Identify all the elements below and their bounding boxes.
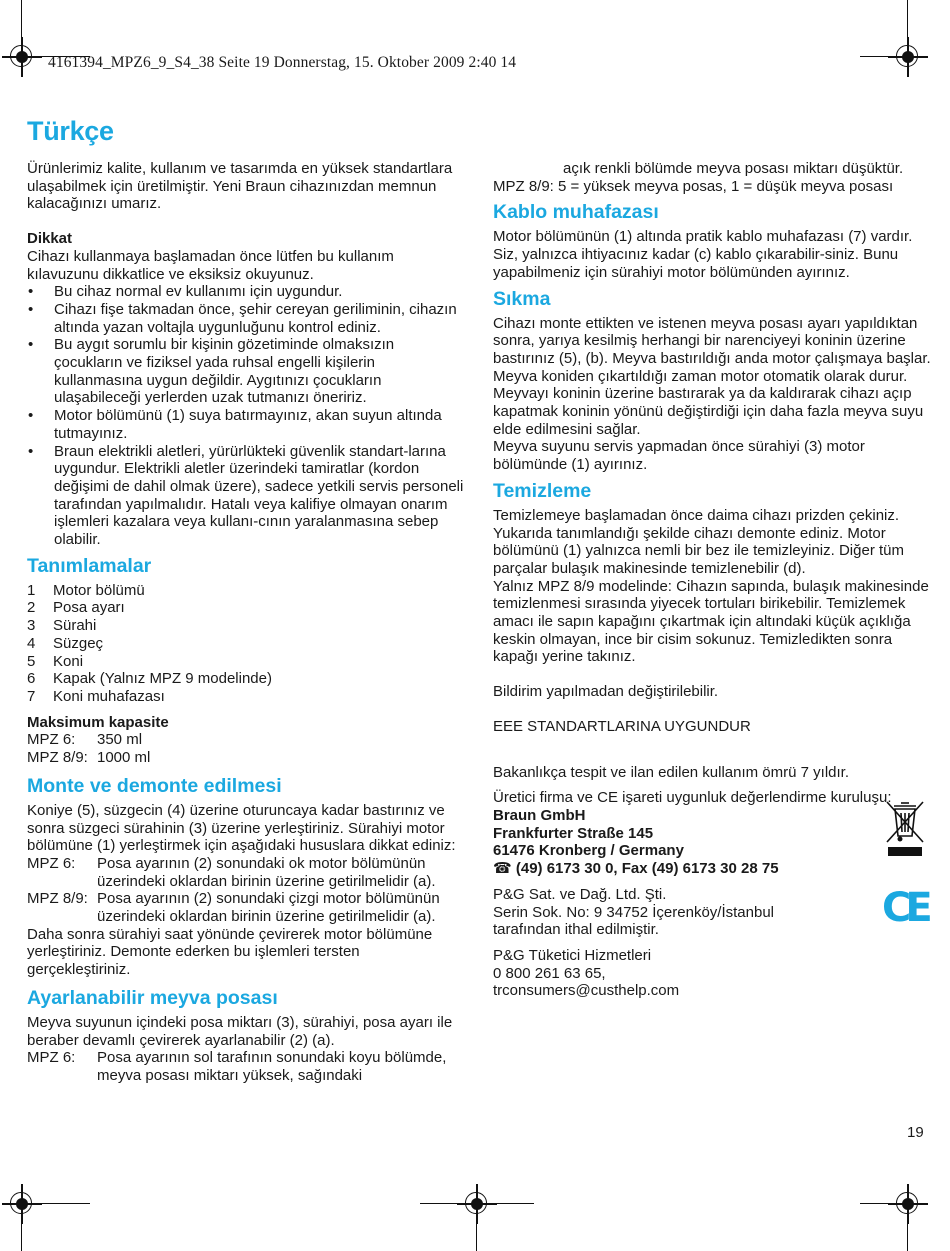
crop-line [40,1203,90,1204]
safety-bullet: • Braun elektrikli aletleri, yürürlükteki güvenlik standart-larına uygundur. Elektrikli aletler üzerindeki tamiratlar (kordon değişimi de dahil olmak üzere), sadece yetkili servis personeli tarafından yapılmalıdır. Hatalı veya kalifiye olmayan onarım işlemleri kazalara veya kullanı-cının yaralanmasına sebep olabilir. [27,443,465,549]
part-number: 5 [27,652,36,670]
part-number: 7 [27,687,36,705]
crop-line [476,1224,477,1251]
part-label: Sürahi [53,617,97,635]
monte-paragraph: Koniye (5), süzgecin (4) üzerine oturuncaya kadar bastırınız ve sonra süzgeci sürahinin (3) üzerine yerleştiriniz. Sürahiyi motor bölümüne (1) yerleştirmek için aşağıdaki hususlara dikkat ediniz: [27,801,456,855]
list-item [27,599,465,617]
crossed-out-wheelie-bin-icon [884,800,926,858]
part-label: Koni [53,652,84,670]
safety-bullet: • Motor bölümünü (1) suya batırmayınız, akan suyun altında tutmayınız. [27,407,465,442]
temizleme-paragraph: Temizlemeye başlamadan önce daima cihazı prizden çekiniz. Yukarıda tanımlandığı şekilde cihazı demonte ediniz. Motor bölümünü (1) yalnızca nemli bir bez ile temizleyiniz. Diğer tüm parçalar bulaşık makinesinde temizlenebilir (d). [493,506,904,577]
left-column [27,160,465,1085]
safety-bullet: • Bu cihaz normal ev kullanımı için uygundur. [27,283,465,301]
sikma-paragraph: Cihazı monte ettikten ve istenen meyva posası ayarı yapıldıktan sonra, yarıya kesilmiş herhangi bir narenciyeyi koninin üzerine bastırınız (5), (b). Meyva bastırıldığı anda motor çalışmaya başlar. Meyva koniden çıkartıldığı zaman motor otomatik olarak durur. Meyvayı koninin üzerine bastırarak ya da kaldırarak cihazı açıp kapatmak koninin yönünü değiştirdiği için daha fazla meyva suyu elde edilmesini sağlar. [493,314,931,438]
parts-list [27,582,465,706]
model-label: MPZ 6: [27,731,76,749]
posa-mpz89-line: MPZ 8/9: 5 = yüksek meyva posas, 1 = düşük meyva posası [493,177,894,195]
list-item [27,653,465,671]
dikkat-heading: Dikkat [27,230,73,248]
safety-bullet: • Cihazı fişe takmadan önce, şehir cereyan geriliminin, cihazın altında yazan voltajla uygunluğunu kontrol ediniz. [27,301,465,336]
part-label: Motor bölümü [53,581,145,599]
posa-mpz6-text: Posa ayarının sol tarafının sonundaki koyu bölümde, meyva posası miktarı yüksek, sağındaki [97,1049,447,1084]
crop-line [860,56,888,57]
part-number: 2 [27,599,36,617]
consumer-service-email: trconsumers@custhelp.com [493,982,680,1000]
safety-bullet: • Bu aygıt sorumlu bir kişinin gözetiminde olmaksızın çocukların ve fiziksel yada ruhsal engelli kişilerin kullanmasına uygun değildir. Aygıtınızı çocukların ulaşabileceği yerlerden uzak tutmanızı öneririz. [27,336,465,407]
registration-mark-bottom-left [2,1184,42,1224]
kapasite-row [27,731,465,749]
company-phone: ☎ (49) 6173 30 0, Fax (49) 6173 30 28 75 [493,860,779,878]
crop-line [907,0,908,37]
posa-paragraph: Meyva suyunun içindeki posa miktarı (3), sürahiyi, posa ayarı ile beraber devamlı çevirerek ayarlanabilir (2) (a). [27,1013,453,1049]
model-label: MPZ 6: [27,1049,76,1067]
list-item [27,688,465,706]
consumer-service-title: P&G Tüketici Hizmetleri [493,946,652,964]
lifetime-text: Bakanlıkça tespit ve ilan edilen kullanım ömrü 7 yıldır. [493,763,850,781]
part-label: Kapak (Yalnız MPZ 9 modelinde) [53,670,272,688]
model-label: MPZ 8/9: [27,890,88,908]
kapasite-row [27,749,465,767]
importer-address: Serin Sok. No: 9 34752 İçerenköy/İstanbul [493,903,775,921]
kapasite-heading: Maksimum kapasite [27,713,169,731]
monte-item [27,890,465,925]
section-heading-posa: Ayarlanabilir meyva posası [27,986,278,1009]
registration-mark-top-right [888,37,928,77]
part-number: 1 [27,581,36,599]
part-label: Süzgeç [53,634,104,652]
crop-line [860,1203,888,1204]
list-item [27,617,465,635]
importer-name: P&G Sat. ve Dağ. Ltd. Şti. [493,885,667,903]
crop-line [21,0,22,37]
capacity-value: 350 ml [97,731,143,749]
company-city: 61476 Kronberg / Germany [493,842,684,860]
crop-line [497,1203,534,1204]
company-street: Frankfurter Straße 145 [493,824,654,842]
monte-item-text: Posa ayarının (2) sonundaki ok motor bölümünün üzerindeki oklardan birinin üzerine getirilmelidir (a). [97,854,436,890]
part-label: Posa ayarı [53,599,125,617]
crop-line [420,1203,457,1204]
capacity-value: 1000 ml [97,749,151,767]
list-item [27,670,465,688]
page-number: 19 [907,1124,924,1141]
part-number: 6 [27,670,36,688]
monte-paragraph: Daha sonra sürahiyi saat yönünde çevirerek motor bölümüne yerleştiriniz. Demonte ederken bu işlemleri tersten gerçekleştiriniz. [27,925,433,979]
model-label: MPZ 8/9: [27,749,88,767]
intro-paragraph: Ürünlerimiz kalite, kullanım ve tasarımda en yüksek standartlara ulaşabilmek için üretilmiştir. Yeni Braun cihazınızdan memnun kalacağınızı umarız. [27,160,453,213]
importer-note: tarafından ithal edilmiştir. [493,921,659,939]
section-heading-kablo: Kablo muhafazası [493,201,659,224]
eee-compliance-text: EEE STANDARTLARINA UYGUNDUR [493,717,751,735]
kablo-paragraph: Motor bölümünün (1) altında pratik kablo muhafazası (7) vardır. Siz, yalnızca ihtiyacınız kadar (c) kablo çıkarabilir-siniz. Bunu yapabilmeniz için sürahiyi motor bölümünden ayırınız. [493,228,913,281]
monte-item [27,855,465,890]
company-name: Braun GmbH [493,806,586,824]
registration-mark-top-left [2,37,42,77]
sikma-paragraph: Meyva suyunu servis yapmadan önce sürahiyi (3) motor bölümünde (1) ayırınız. [493,438,865,474]
list-item [27,582,465,600]
crop-line [21,1224,22,1251]
consumer-service-phone: 0 800 261 63 65, [493,964,606,982]
registration-mark-bottom-right [888,1184,928,1224]
right-column [493,160,933,1000]
section-heading-tanimlamalar: Tanımlamalar [27,554,152,577]
monte-item-text: Posa ayarının (2) sonundaki çizgi motor bölümünün üzerindeki oklardan birinin üzerine getirilmelidir (a). [97,890,440,926]
notice-text: Bildirim yapılmadan değiştirilebilir. [493,683,719,701]
crop-line [907,1224,908,1251]
temizleme-paragraph: Yalnız MPZ 8/9 modelinde: Cihazın sapında, bulaşık makinesinde temizlenmesi sırasında yiyecek tortuları birikebilir. Temizlemek amacı ile sapın kapağını çıkartmak için altındaki küçük açıklığa keskin olmayan, ince bir cisim sokunuz. Temizledikten sonra kapağı yerine takınız. [493,577,929,666]
part-number: 4 [27,634,36,652]
dikkat-paragraph: Cihazı kullanmaya başlamadan önce lütfen bu kullanım kılavuzunu dikkatlice ve eksiksiz okuyunuz. [27,247,394,283]
section-heading-temizleme: Temizleme [493,479,592,502]
posa-mpz6-item [27,1049,465,1084]
manufacturer-intro: Üretici firma ve CE işareti uygunluk değerlendirme kuruluşu: [493,789,892,807]
model-label: MPZ 6: [27,854,76,872]
ce-mark: CE [882,885,927,931]
section-heading-monte: Monte ve demonte edilmesi [27,774,282,797]
section-heading-sikma: Sıkma [493,287,551,310]
posa-continuation: açık renkli bölümde meyva posası miktarı düşüktür. [563,160,904,177]
part-label: Koni muhafazası [53,687,165,705]
print-slug: 4161394_MPZ6_9_S4_38 Seite 19 Donnerstag, 15. Oktober 2009 2:40 14 [48,54,517,71]
registration-mark-bottom-center [457,1184,497,1224]
list-item [27,635,465,653]
part-number: 3 [27,617,36,635]
page-title: Türkçe [27,116,114,146]
